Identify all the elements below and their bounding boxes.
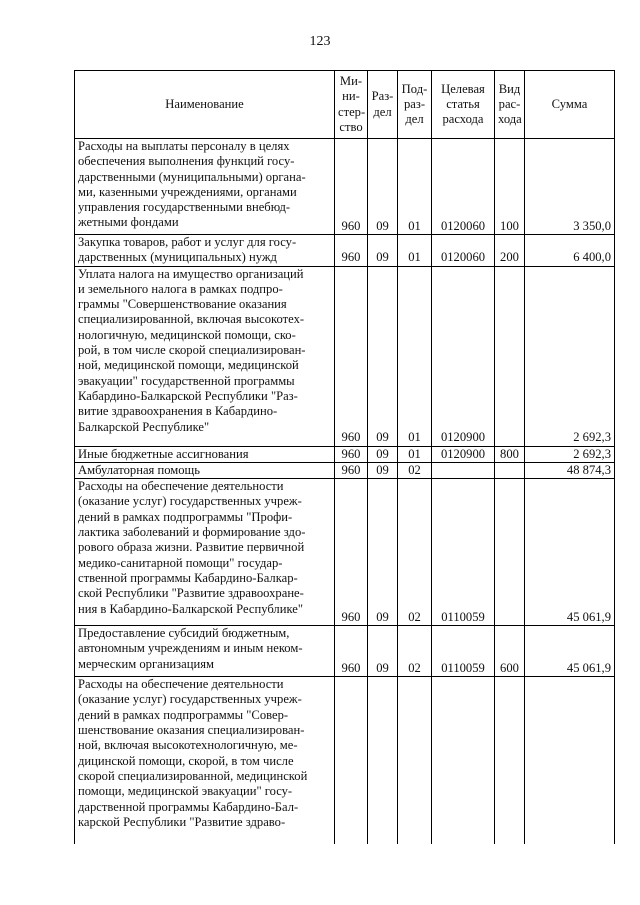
row-name-line: рой, в том числе скорой специализирован- [78,343,306,358]
row-sum [525,677,615,844]
row-name [75,266,335,446]
row-name-line: мерческим организациям [78,656,214,671]
row-section: 09 [368,479,398,626]
row-name [75,462,335,478]
row-section: 09 [368,139,398,235]
header-expense-type [495,71,525,139]
row-name-line: граммы "Совершенствование оказания [78,297,287,312]
row-subsection: 01 [398,446,432,462]
header-subsection [398,71,432,139]
row-expense-type: 100 [495,139,525,235]
header-ministry-line: Ми- [339,73,363,88]
row-ministry: 960 [335,479,368,626]
budget-table [74,70,615,844]
row-name-line: Уплата налога на имущество организаций [78,266,304,281]
header-sum: Сумма [525,71,615,139]
row-name-line: автономным учреждениям и иным неком- [78,641,303,656]
row-name-line: ми, казенными учреждениями, органами [78,184,297,199]
table-row [75,677,615,844]
row-name [75,677,335,844]
row-name [75,139,335,235]
table-row [75,479,615,626]
row-expense-type: 200 [495,235,525,267]
row-ministry: 960 [335,626,368,677]
row-ministry: 960 [335,446,368,462]
header-name: Наименование [75,71,335,139]
row-section: 09 [368,266,398,446]
row-name-line: медико-санитарной помощи" государ- [78,555,283,570]
row-name-line: Расходы на обеспечение деятельности [78,479,284,494]
row-name-line: нологичную, медицинской помощи, ско- [78,327,296,342]
row-name-line: Амбулаторная помощь [78,462,200,477]
row-name-line: (оказание услуг) государственных учреж- [78,692,302,707]
header-section-line: Раз- [371,89,394,104]
row-ministry: 960 [335,266,368,446]
row-name-line: дицинской помощи, скорой, в том числе [78,753,294,768]
header-ministry-line: стер- [338,104,366,119]
row-subsection: 01 [398,139,432,235]
row-target: 0120900 [432,266,495,446]
row-sum: 45 061,9 [525,626,615,677]
row-name-line: Кабардино-Балкарской Республики "Раз- [78,388,298,403]
row-expense-type [495,266,525,446]
header-ministry [335,71,368,139]
row-expense-type: 600 [495,626,525,677]
row-name-line: обеспечения выполнения функций госу- [78,154,295,169]
header-section [368,71,398,139]
row-target [432,462,495,478]
row-sum: 6 400,0 [525,235,615,267]
row-name-line: ской Республики "Развитие здравоохране- [78,586,304,601]
header-ministry-line: ни- [342,89,360,104]
row-name-line: шенствование оказания специализирован- [78,723,305,738]
row-name-line: рового образа жизни. Развитие первичной [78,540,305,555]
row-section: 09 [368,235,398,267]
row-name-line: Расходы на выплаты персоналу в целях [78,139,290,153]
row-name-line: дений в рамках подпрограммы "Профи- [78,509,293,524]
row-name-line: дарственными (муниципальными) органа- [78,169,306,184]
row-section [368,677,398,844]
row-target: 0120060 [432,235,495,267]
header-subsection-line: дел [405,112,424,127]
row-subsection: 02 [398,479,432,626]
row-subsection: 02 [398,462,432,478]
header-expense-type-line: Вид [498,81,521,96]
header-expense-type-line: хода [498,112,522,127]
row-name [75,626,335,677]
row-name-line: лактика заболеваний и формирование здо- [78,525,306,540]
row-name-line: жетными фондами [78,215,179,230]
table-row [75,266,615,446]
row-subsection: 01 [398,235,432,267]
table-row [75,446,615,462]
row-sum: 2 692,3 [525,446,615,462]
row-ministry: 960 [335,139,368,235]
row-section: 09 [368,462,398,478]
row-ministry: 960 [335,235,368,267]
table-row [75,139,615,235]
row-name-line: дарственной программы Кабардино-Бал- [78,799,299,814]
header-row [75,71,615,139]
row-sum: 45 061,9 [525,479,615,626]
row-name-line: ственной программы Кабардино-Балкар- [78,570,298,585]
row-target: 0120060 [432,139,495,235]
header-ministry-line: ство [339,119,363,134]
row-target: 0120900 [432,446,495,462]
row-name [75,479,335,626]
row-subsection: 02 [398,626,432,677]
row-name-line: Предоставление субсидий бюджетным, [78,626,290,641]
header-subsection-line: Под- [401,81,428,96]
row-sum: 2 692,3 [525,266,615,446]
header-expense-type-line: рас- [498,96,521,111]
row-name-line: Иные бюджетные ассигнования [78,446,249,461]
row-expense-type [495,677,525,844]
row-sum: 3 350,0 [525,139,615,235]
row-name-line: Закупка товаров, работ и услуг для госу- [78,235,297,249]
row-name-line: дарственных (муниципальных) нужд [78,250,277,265]
row-section: 09 [368,626,398,677]
page-number: 123 [309,34,331,49]
row-name [75,446,335,462]
header-target-line: статья [446,96,480,111]
row-name-line: специализированной, включая высокотех- [78,312,305,327]
table-row [75,235,615,267]
row-ministry [335,677,368,844]
row-name-line: и земельного налога в рамках подпро- [78,281,283,296]
header-subsection-line: раз- [403,96,426,111]
row-name-line: (оказание услуг) государственных учреж- [78,494,302,509]
row-name-line: витие здравоохранения в Кабардино- [78,404,278,419]
row-name [75,235,335,267]
row-name-line: дений в рамках подпрограммы "Совер- [78,707,289,722]
row-expense-type [495,462,525,478]
header-section-line: дел [373,104,392,119]
row-name-line: ния в Кабардино-Балкарской Республике" [78,601,303,616]
row-name-line: Балкарской Республике" [78,419,210,434]
row-ministry: 960 [335,462,368,478]
row-target: 0110059 [432,626,495,677]
row-expense-type [495,479,525,626]
row-subsection: 01 [398,266,432,446]
row-target [432,677,495,844]
row-name-line: эвакуации" государственной программы [78,373,295,388]
row-expense-type: 800 [495,446,525,462]
row-name-line: управления государственными внебюд- [78,200,291,215]
table-row [75,626,615,677]
row-name-line: скорой специализированной, медицинской [78,768,308,783]
row-sum: 48 874,3 [525,462,615,478]
row-name-line: ной, включая высокотехнологичную, ме- [78,738,298,753]
header-target-line: Целевая [441,81,485,96]
row-target: 0110059 [432,479,495,626]
row-name-line: Расходы на обеспечение деятельности [78,677,284,692]
row-name-line: карской Республики "Развитие здраво- [78,814,286,829]
header-target-line: расхода [442,112,484,127]
row-name-line: помощи, медицинской эвакуации" госу- [78,784,293,799]
header-target [432,71,495,139]
table-row [75,462,615,478]
row-name-line: ной, медицинской помощи, медицинской [78,358,299,373]
row-subsection [398,677,432,844]
row-section: 09 [368,446,398,462]
